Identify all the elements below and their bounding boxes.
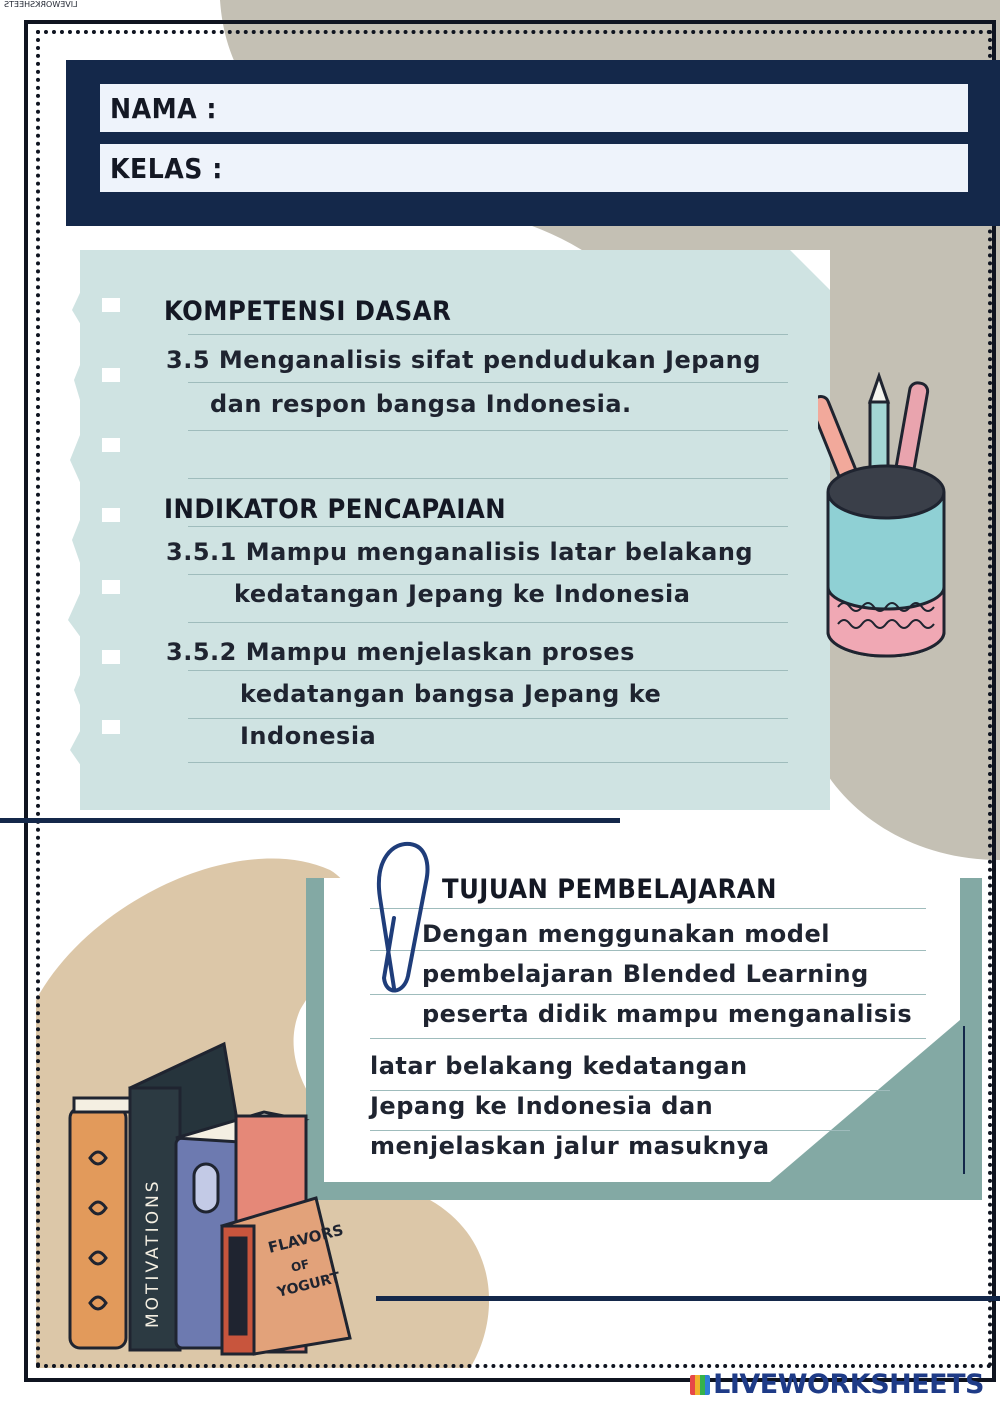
rule-line <box>188 622 788 623</box>
book-orange <box>70 1098 130 1348</box>
tujuan-heading: TUJUAN PEMBELAJARAN <box>442 874 777 905</box>
rule-line <box>188 478 788 479</box>
rule-line <box>370 994 926 995</box>
liveworksheets-logo-text: LIVEWORKSHEETS <box>713 1369 984 1400</box>
tujuan-line-2: pembelajaran Blended Learning <box>422 960 869 988</box>
rule-line <box>188 574 788 575</box>
indikator-item-2-line-3: Indonesia <box>240 722 377 750</box>
tujuan-line-4: latar belakang kedatangan <box>370 1052 748 1080</box>
paper-corner-curl <box>790 250 830 290</box>
book-cover-line-1: FLAVORS <box>266 1220 346 1257</box>
indikator-item-1-line-2: kedatangan Jepang ke Indonesia <box>234 580 691 608</box>
tujuan-line-3: peserta didik mampu menganalisis <box>422 1000 913 1028</box>
book-cover-line-2: OF <box>289 1256 311 1275</box>
indikator-heading: INDIKATOR PENCAPAIAN <box>164 494 507 525</box>
tujuan-box-corner-fold <box>770 1020 970 1182</box>
paper-torn-edge <box>50 250 140 810</box>
rule-line <box>188 430 788 431</box>
kompetensi-line-2: dan respon bangsa Indonesia. <box>210 390 632 418</box>
nama-field[interactable] <box>100 84 968 132</box>
kelas-field[interactable] <box>100 144 968 192</box>
rule-line <box>370 950 926 951</box>
indikator-item-2-line-2: kedatangan bangsa Jepang ke <box>240 680 662 708</box>
rule-line <box>188 762 788 763</box>
liveworksheets-logo-icon <box>690 1375 710 1395</box>
rule-line <box>370 1130 850 1131</box>
indikator-item-1-line-1: 3.5.1 Mampu menganalisis latar belakang <box>166 538 754 566</box>
rule-line <box>370 1090 890 1091</box>
book-cover-line-3: YOGURT <box>275 1269 342 1301</box>
kompetensi-heading: KOMPETENSI DASAR <box>164 296 452 327</box>
rule-line <box>188 382 788 383</box>
tujuan-line-5: Jepang ke Indonesia dan <box>370 1092 714 1120</box>
rule-line <box>188 526 788 527</box>
rule-line <box>188 334 788 335</box>
indikator-item-2-line-1: 3.5.2 Mampu menjelaskan proses <box>166 638 635 666</box>
rule-line <box>188 718 788 719</box>
divider-line-bottom <box>376 1296 1000 1301</box>
divider-line-top <box>0 818 620 823</box>
books-illustration <box>64 1038 364 1358</box>
book-spine-text: MOTIVATIONS <box>143 1178 163 1328</box>
rule-line <box>370 908 926 909</box>
liveworksheets-logo[interactable] <box>690 1369 984 1400</box>
tujuan-line-6: menjelaskan jalur masuknya <box>370 1132 770 1160</box>
rule-line <box>188 670 788 671</box>
kompetensi-line-1: 3.5 Menganalisis sifat pendudukan Jepang <box>166 346 761 374</box>
rule-line <box>370 1038 926 1039</box>
kelas-label: KELAS : <box>110 152 223 185</box>
pencil-cup-illustration <box>818 372 954 668</box>
tujuan-line-1: Dengan menggunakan model <box>422 920 830 948</box>
nama-label: NAMA : <box>110 92 217 125</box>
mirrored-watermark: LIVEWORKSHEETS <box>4 0 78 9</box>
